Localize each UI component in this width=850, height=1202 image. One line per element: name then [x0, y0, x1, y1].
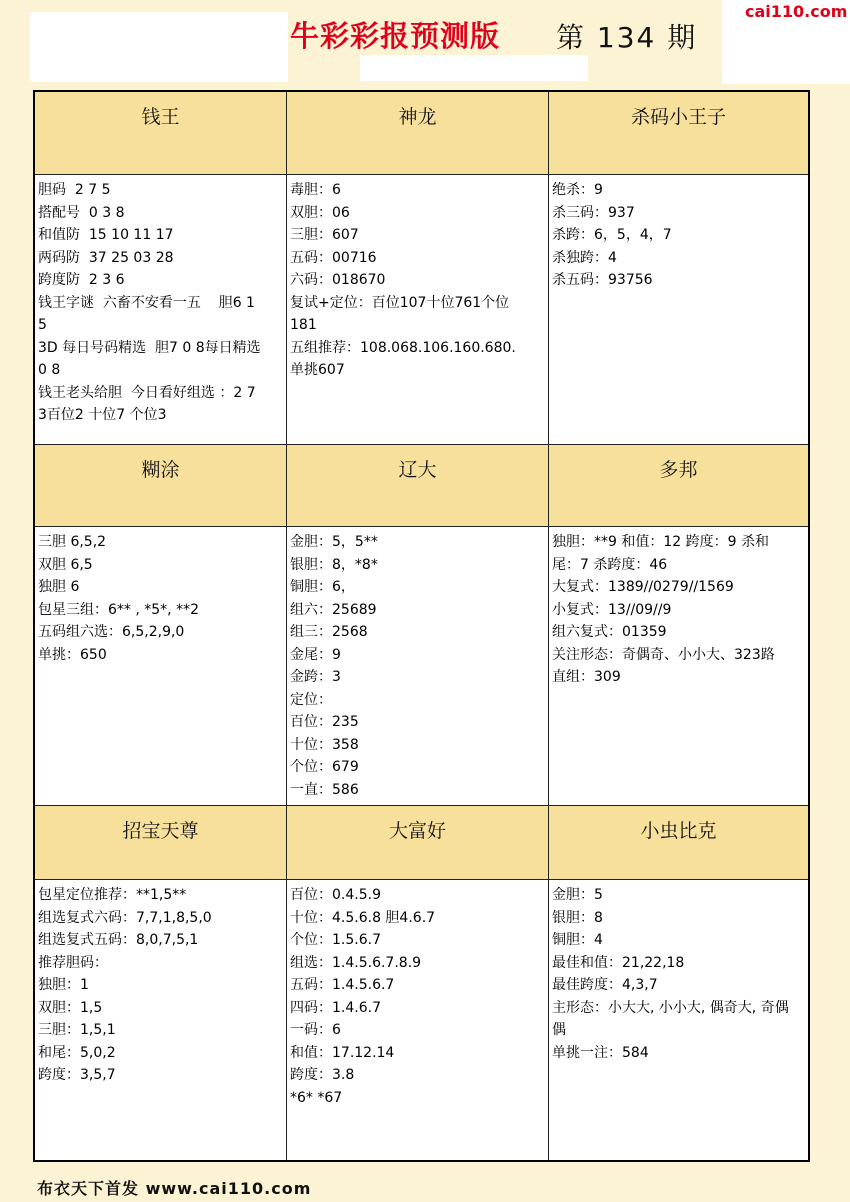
section-title: 大富好 — [287, 806, 549, 880]
section-title: 钱王 — [35, 92, 287, 175]
content-line: 独胆 6 — [38, 579, 80, 595]
content-line: 五码组六选：6,5,2,9,0 — [38, 624, 185, 640]
content-line: 组选复式六码：7,7,1,8,5,0 — [38, 909, 212, 926]
content-line: 十位：358 — [290, 736, 359, 753]
content-line: 三胆 6,5,2 — [38, 534, 107, 550]
content-line: 金胆：5，5** — [290, 534, 378, 550]
section-title: 辽大 — [287, 445, 549, 527]
content-line: 和值防 15 10 11 17 — [38, 227, 174, 243]
content-line: 组选复式五码：8,0,7,5,1 — [38, 932, 199, 948]
content-line: 钱王字谜 六畜不安看一五 胆6 1 — [38, 294, 255, 311]
content-line: 五码：00716 — [290, 249, 377, 266]
content-line: 金跨：3 — [290, 669, 341, 685]
content-line: 个位：679 — [290, 759, 359, 775]
section-content — [35, 880, 287, 1160]
content-line: 杀跨：6，5，4，7 — [552, 227, 672, 243]
section-title: 招宝天尊 — [35, 806, 287, 880]
issue-number: 第 134 期 — [556, 21, 698, 54]
content-line: 个位：1.5.6.7 — [290, 932, 381, 948]
content-line: 组三：2568 — [290, 624, 368, 640]
content-line: 跨度防 2 3 6 — [38, 272, 125, 288]
content-line: 百位：235 — [290, 714, 359, 730]
section-content — [549, 175, 808, 445]
content-line: 复试+定位：百位107十位761个位 — [290, 294, 510, 311]
content-line: 包星三组：6** , *5*, **2 — [38, 601, 199, 618]
content-line: 最佳和值：21,22,18 — [552, 954, 685, 971]
footer-text: 布衣天下首发 www.cai110.com — [37, 1179, 312, 1198]
content-line: 推荐胆码： — [38, 954, 108, 971]
content-line: 双胆：1,5 — [38, 999, 103, 1016]
content-line: 大复式：1389//0279//1569 — [552, 579, 734, 595]
section-title: 糊涂 — [35, 445, 287, 527]
content-line: 直组：309 — [552, 669, 621, 685]
content-line: 单挑：650 — [38, 646, 107, 663]
content-line: 独胆：1 — [38, 977, 89, 993]
content-line: 十位：4.5.6.8 胆4.6.7 — [290, 909, 436, 926]
content-line: 三胆：1,5,1 — [38, 1022, 116, 1038]
content-line: 小复式：13//09//9 — [552, 601, 672, 618]
content-line: 六码：018670 — [290, 272, 386, 288]
content-line: 跨度：3,5,7 — [38, 1067, 116, 1083]
section-content — [35, 527, 287, 806]
content-line: 关注形态：奇偶奇、小小大、323路 — [552, 646, 775, 663]
content-line: 定位： — [290, 691, 332, 708]
prediction-table — [33, 90, 810, 1162]
content-line: 一码：6 — [290, 1022, 341, 1038]
content-line: 绝杀：9 — [552, 182, 603, 198]
content-line: 5 — [38, 317, 47, 333]
content-line: 双胆：06 — [290, 204, 350, 221]
section-content — [287, 880, 549, 1160]
content-line: 铜胆：6， — [290, 579, 355, 595]
content-line: 尾：7 杀跨度：46 — [552, 556, 668, 573]
content-line: 金尾：9 — [290, 646, 341, 663]
content-line: 金胆：5 — [552, 887, 603, 903]
content-line: 钱王老头给胆 今日看好组选 ：2 7 — [38, 384, 256, 401]
content-line: 银胆：8 — [552, 909, 603, 926]
content-line: 毒胆：6 — [290, 182, 341, 198]
content-line: 组六：25689 — [290, 601, 377, 618]
section-content — [287, 175, 549, 445]
content-line: 独胆：**9 和值：12 跨度：9 杀和 — [552, 534, 769, 550]
content-line: 181 — [290, 317, 317, 333]
content-line: 跨度：3.8 — [290, 1067, 355, 1083]
page-title: 牛彩彩报预测版 — [290, 19, 501, 53]
content-line: 偶 — [552, 1022, 566, 1038]
section-content — [549, 880, 808, 1160]
content-line: *6* *67 — [290, 1089, 343, 1106]
content-line: 组选：1.4.5.6.7.8.9 — [290, 954, 422, 971]
content-line: 两码防 37 25 03 28 — [38, 249, 174, 266]
content-line: 主形态：小大大, 小小大, 偶奇大, 奇偶 — [552, 999, 789, 1016]
content-line: 和尾：5,0,2 — [38, 1044, 116, 1061]
section-content — [287, 527, 549, 806]
section-content — [35, 175, 287, 445]
content-line: 搭配号 0 3 8 — [38, 204, 125, 221]
content-line: 和值：17.12.14 — [290, 1044, 395, 1061]
content-line: 3D 每日号码精选 胆7 0 8每日精选 — [38, 339, 261, 356]
section-title: 多邦 — [549, 445, 808, 527]
content-line: 铜胆：4 — [552, 932, 603, 948]
content-line: 杀五码：93756 — [552, 272, 653, 288]
content-line: 一直：586 — [290, 781, 359, 798]
content-line: 五组推荐：108.068.106.160.680. — [290, 339, 516, 356]
blank-box-left — [30, 12, 288, 82]
content-line: 单挑607 — [290, 362, 345, 378]
content-line: 双胆 6,5 — [38, 556, 93, 573]
section-title: 杀码小王子 — [549, 92, 808, 175]
site-link[interactable]: cai110.com — [745, 2, 848, 21]
content-line: 杀三码：937 — [552, 204, 635, 221]
content-line: 三胆：607 — [290, 227, 359, 243]
section-title: 神龙 — [287, 92, 549, 175]
content-line: 最佳跨度：4,3,7 — [552, 977, 658, 993]
content-line: 银胆：8，*8* — [290, 556, 378, 573]
content-line: 杀独跨：4 — [552, 249, 617, 266]
content-line: 组六复式：01359 — [552, 624, 667, 640]
content-line: 单挑一注：584 — [552, 1044, 649, 1061]
section-content — [549, 527, 808, 806]
content-line: 四码：1.4.6.7 — [290, 999, 381, 1016]
content-line: 3百位2 十位7 个位3 — [38, 407, 167, 423]
content-line: 百位：0.4.5.9 — [290, 887, 381, 903]
content-line: 0 8 — [38, 362, 61, 378]
blank-box-mid — [360, 55, 588, 81]
section-title: 小虫比克 — [549, 806, 808, 880]
content-line: 胆码 2 7 5 — [38, 182, 111, 198]
content-line: 包星定位推荐：**1,5** — [38, 887, 187, 903]
content-line: 五码：1.4.5.6.7 — [290, 977, 395, 993]
